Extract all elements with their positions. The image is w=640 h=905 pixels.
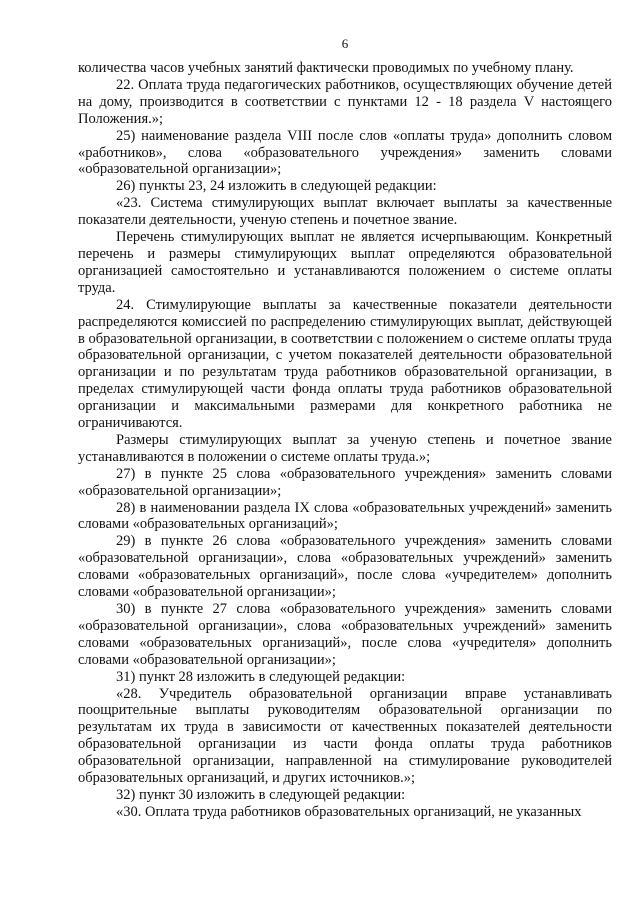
- paragraph: 28) в наименовании раздела IX слова «образовательных учреждений» заменить словами «образовательных организаций»;: [78, 499, 612, 533]
- paragraph: «30. Оплата труда работников образовательных организаций, не указанных: [116, 803, 582, 820]
- document-body: [78, 60, 612, 821]
- paragraph: 26) пункты 23, 24 изложить в следующей редакции:: [116, 178, 437, 195]
- paragraph: 30) в пункте 27 слова «образовательного учреждения» заменить словами «образовательной организации», слова «образовательных учреждений» заменить словами «образовательных организаций», после слова «учредителя» дополнить словами «образовательной организации»;: [78, 601, 612, 668]
- paragraph: Перечень стимулирующих выплат не является исчерпывающим. Конкретный перечень и размеры стимулирующих выплат определяются образовательной организацией самостоятельно и устанавливаются положением о системе оплаты труда.: [78, 229, 612, 296]
- paragraph: 29) в пункте 26 слова «образовательного учреждения» заменить словами «образовательной организации», слова «образовательных учреждений» заменить словами «образовательных организаций», после слова «учредителем» дополнить словами «образовательной организации»;: [78, 533, 612, 601]
- paragraph: 24. Стимулирующие выплаты за качественные показатели деятельности распределяются комиссией по распределению стимулирующих выплат, действующей в образовательной организации, в соответствии с положением о системе оплаты труда образовательной организации, с учетом показателей деятельности образовательной организации и по результатам труда работников образовательной организации, в пределах стимулирующей части фонда оплаты труда работников образовательной организации и максимальными размерами для конкретного работника не ограничиваются.: [78, 296, 612, 432]
- paragraph: 25) наименование раздела VIII после слов «оплаты труда» дополнить словом «работников», слова «образовательного учреждения» заменить словами «образовательной организации»;: [78, 127, 612, 178]
- paragraph: «28. Учредитель образовательной организации вправе устанавливать поощрительные выплаты руководителям образовательной организации по результатам их труда в зависимости от качественных показателей деятельности образовательной организации из части фонда оплаты труда работников образовательной организации, направленной на стимулирование руководителей образовательных организаций, и других источников.»;: [78, 685, 612, 787]
- paragraph: Размеры стимулирующих выплат за ученую степень и почетное звание устанавливаются в положении о системе оплаты труда.»;: [78, 431, 612, 465]
- page-number: 6: [341, 36, 349, 51]
- paragraph: 22. Оплата труда педагогических работников, осуществляющих обучение детей на дому, производится в соответствии с пунктами 12 - 18 раздела V настоящего Положения.»;: [78, 76, 612, 127]
- paragraph: 31) пункт 28 изложить в следующей редакции:: [116, 668, 406, 685]
- document-page: [78, 36, 612, 821]
- paragraph: 32) пункт 30 изложить в следующей редакции:: [116, 786, 406, 803]
- paragraph: 27) в пункте 25 слова «образовательного учреждения» заменить словами «образовательной организации»;: [78, 465, 612, 499]
- paragraph: количества часов учебных занятий фактически проводимых по учебному плану.: [78, 60, 574, 76]
- paragraph: «23. Система стимулирующих выплат включает выплаты за качественные показатели деятельности, ученую степень и почетное звание.: [78, 195, 612, 229]
